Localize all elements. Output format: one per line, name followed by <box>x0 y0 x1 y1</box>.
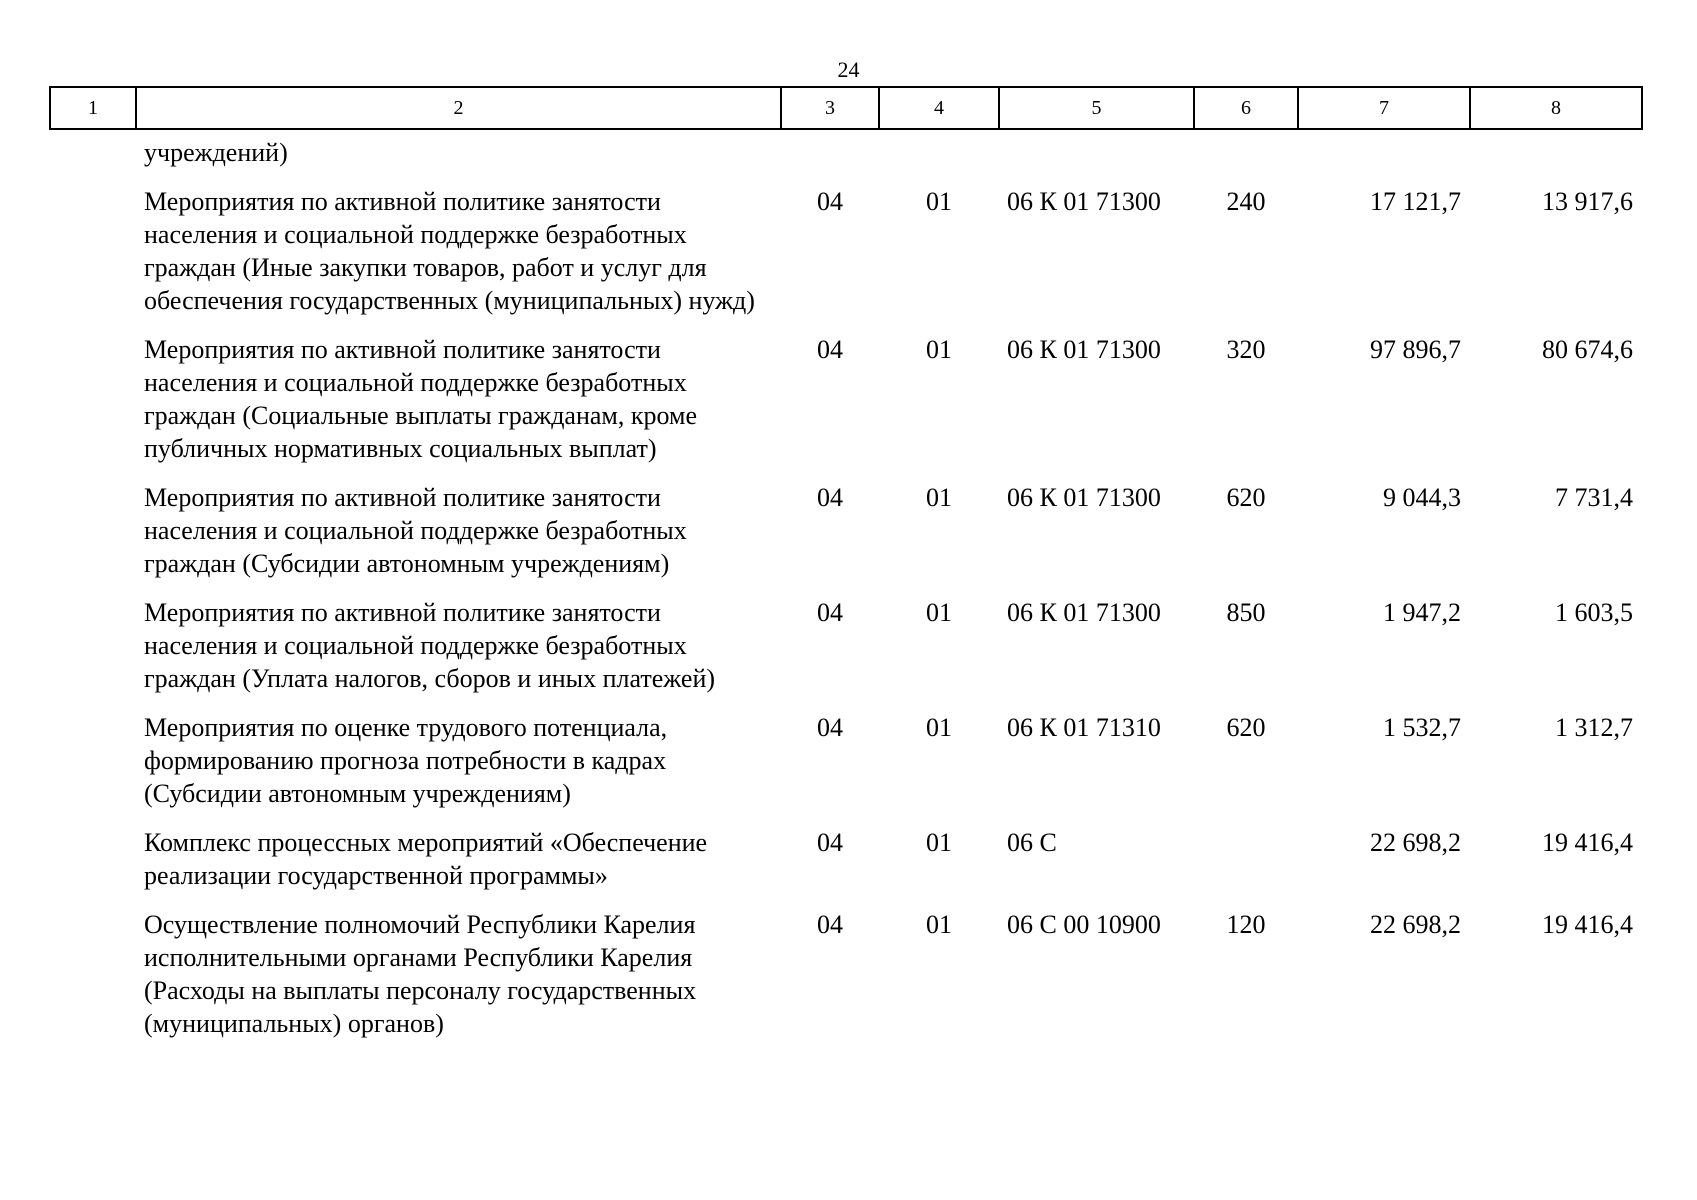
row-target-article: 06 С 00 10900 <box>1007 910 1161 939</box>
row-subsection-code <box>879 129 999 185</box>
row-expense-type: 850 <box>1226 598 1266 627</box>
row-expense-type: 620 <box>1226 483 1266 512</box>
row-amount-col8: 80 674,6 <box>1542 335 1633 364</box>
table-row <box>50 908 1642 1056</box>
row-amount-col8 <box>1470 129 1642 185</box>
row-amount-col7: 22 698,2 <box>1370 828 1461 857</box>
row-section-code: 04 <box>817 598 843 627</box>
row-expense-type: 320 <box>1226 335 1266 364</box>
column-number-4: 4 <box>879 87 999 129</box>
row-target-article: 06 К 01 71300 <box>1007 598 1161 627</box>
column-number-3: 3 <box>781 87 879 129</box>
row-amount-col7: 22 698,2 <box>1370 910 1461 939</box>
row-description: Мероприятия по активной политике занятости населения и социальной поддержке безработных граждан (Иные закупки товаров, работ и услуг для обеспечения государственных (муниципальных) нужд) <box>144 187 755 315</box>
row-expense-type <box>1194 129 1298 185</box>
row-amount-col7 <box>1298 129 1470 185</box>
column-number-5: 5 <box>999 87 1194 129</box>
row-amount-col7: 1 532,7 <box>1383 713 1461 742</box>
row-target-article: 06 К 01 71300 <box>1007 483 1161 512</box>
table-row <box>50 826 1642 908</box>
row-section-code: 04 <box>817 335 843 364</box>
table-row <box>50 333 1642 481</box>
column-number-row <box>50 87 1642 129</box>
row-amount-col7: 1 947,2 <box>1383 598 1461 627</box>
row-amount-col7: 9 044,3 <box>1383 483 1461 512</box>
row-amount-col7: 97 896,7 <box>1370 335 1461 364</box>
row-description: Осуществление полномочий Республики Карелия исполнительными органами Республики Карелия (Расходы на выплаты персоналу государственных (муниципальных) органов) <box>144 910 697 1038</box>
column-number-2: 2 <box>136 87 781 129</box>
row-amount-col8: 19 416,4 <box>1542 828 1633 857</box>
row-amount-col8: 1 603,5 <box>1555 598 1633 627</box>
row-expense-type: 120 <box>1226 910 1266 939</box>
row-target-article: 06 С <box>1007 828 1057 857</box>
row-target-article: 06 К 01 71310 <box>1007 713 1161 742</box>
row-subsection-code: 01 <box>926 187 952 216</box>
row-amount-col8: 1 312,7 <box>1555 713 1633 742</box>
row-description: Мероприятия по активной политике занятости населения и социальной поддержке безработных граждан (Уплата налогов, сборов и иных платежей) <box>144 598 716 693</box>
row-subsection-code: 01 <box>926 335 952 364</box>
row-expense-type <box>1194 826 1298 908</box>
row-description: Мероприятия по активной политике занятости населения и социальной поддержке безработных граждан (Субсидии автономным учреждениям) <box>144 483 687 578</box>
row-description: Мероприятия по активной политике занятости населения и социальной поддержке безработных граждан (Социальные выплаты гражданам, кроме публичных нормативных социальных выплат) <box>144 335 698 463</box>
column-number-6: 6 <box>1194 87 1298 129</box>
table-row <box>50 711 1642 826</box>
row-target-article <box>999 129 1194 185</box>
row-amount-col7: 17 121,7 <box>1370 187 1461 216</box>
row-subsection-code: 01 <box>926 910 952 939</box>
row-section-code <box>781 129 879 185</box>
page-number: 24 <box>837 57 860 82</box>
column-number-8: 8 <box>1470 87 1642 129</box>
row-target-article: 06 К 01 71300 <box>1007 335 1161 364</box>
row-subsection-code: 01 <box>926 828 952 857</box>
row-subsection-code: 01 <box>926 713 952 742</box>
row-target-article: 06 К 01 71300 <box>1007 187 1161 216</box>
table-body <box>50 129 1642 1056</box>
table-row <box>50 481 1642 596</box>
row-section-code: 04 <box>817 713 843 742</box>
row-description: учреждений) <box>144 138 288 167</box>
row-section-code: 04 <box>817 910 843 939</box>
row-amount-col8: 13 917,6 <box>1542 187 1633 216</box>
table-row <box>50 129 1642 185</box>
row-subsection-code: 01 <box>926 598 952 627</box>
row-description: Комплекс процессных мероприятий «Обеспечение реализации государственной программы» <box>144 828 708 890</box>
column-number-1: 1 <box>50 87 136 129</box>
row-section-code: 04 <box>817 828 843 857</box>
row-section-code: 04 <box>817 187 843 216</box>
table-row <box>50 596 1642 711</box>
table-header <box>50 87 1642 129</box>
budget-table <box>49 86 1643 1056</box>
table-row <box>50 185 1642 333</box>
column-number-7: 7 <box>1298 87 1470 129</box>
row-amount-col8: 7 731,4 <box>1555 483 1633 512</box>
row-expense-type: 620 <box>1226 713 1266 742</box>
row-amount-col8: 19 416,4 <box>1542 910 1633 939</box>
row-description: Мероприятия по оценке трудового потенциала, формированию прогноза потребности в кадрах (Субсидии автономным учреждениям) <box>144 713 668 808</box>
row-section-code: 04 <box>817 483 843 512</box>
row-expense-type: 240 <box>1226 187 1266 216</box>
row-subsection-code: 01 <box>926 483 952 512</box>
